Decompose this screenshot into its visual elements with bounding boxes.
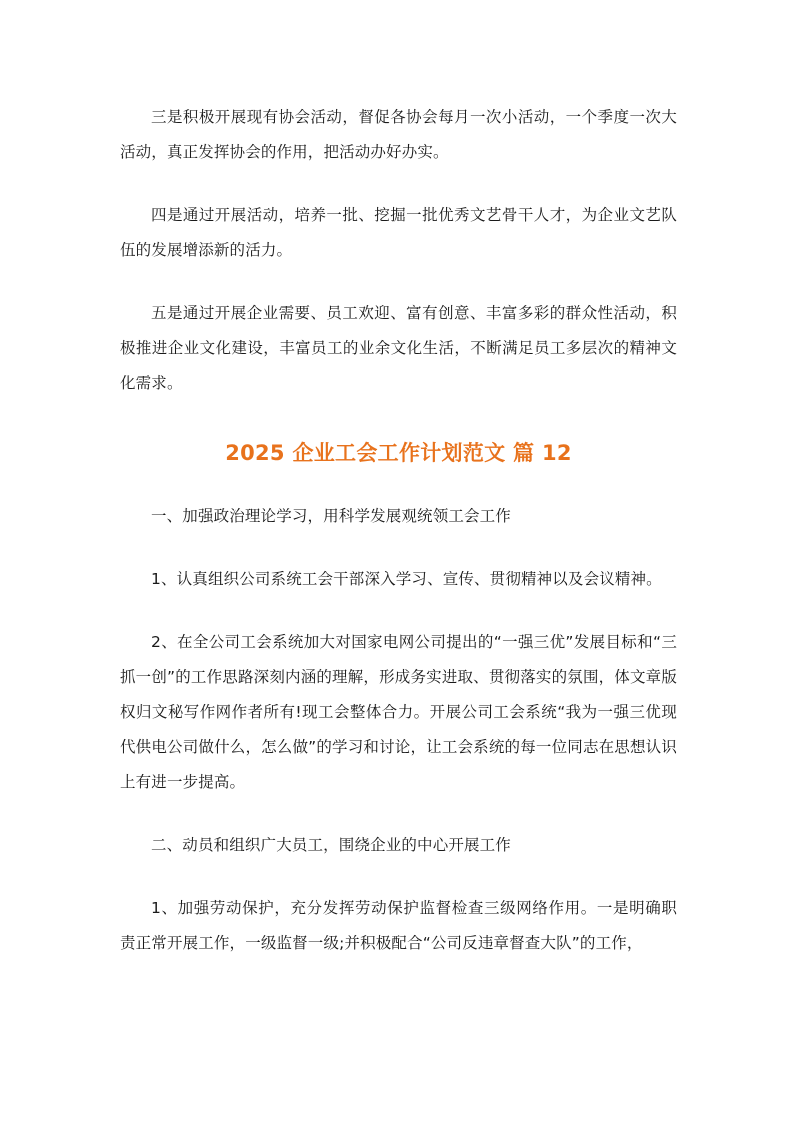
paragraph-activities: 三是积极开展现有协会活动，督促各协会每月一次小活动，一个季度一次大活动，真正发挥协会的作用，把活动办好办实。 bbox=[120, 108, 677, 161]
paragraph-talent: 四是通过开展活动，培养一批、挖掘一批优秀文艺骨干人才，为企业文艺队伍的发展增添新的活力。 bbox=[120, 206, 677, 259]
paragraph-theory-heading: 一、加强政治理论学习，用科学发展观统领工会工作 bbox=[151, 507, 511, 525]
paragraph-mobilize-heading: 二、动员和组织广大员工，围绕企业的中心开展工作 bbox=[151, 836, 511, 854]
paragraph-study: 1、认真组织公司系统工会干部深入学习、宣传、贯彻精神以及会议精神。 bbox=[151, 570, 662, 588]
paragraph-goals: 2、在全公司工会系统加大对国家电网公司提出的“一强三优”发展目标和“三抓一创”的工作思路深刻内涵的理解，形成务实进取、贯彻落实的氛围，体文章版权归文秘写作网作者所有!现工会整体合力。开展公司工会系统“我为一强三优现代供电公司做什么，怎么做”的学习和讨论，让工会系统的每一位同志在思想认识上有进一步提高。 bbox=[120, 633, 677, 791]
document-body bbox=[120, 100, 677, 961]
paragraph-culture: 五是通过开展企业需要、员工欢迎、富有创意、丰富多彩的群众性活动，积极推进企业文化建设，丰富员工的业余文化生活，不断满足员工多层次的精神文化需求。 bbox=[120, 304, 677, 392]
section-title: 2025 企业工会工作计划范文 篇 12 bbox=[225, 441, 572, 465]
paragraph-labor-protection: 1、加强劳动保护，充分发挥劳动保护监督检查三级网络作用。一是明确职责正常开展工作，一级监督一级;并积极配合“公司反违章督查大队”的工作， bbox=[120, 899, 677, 952]
